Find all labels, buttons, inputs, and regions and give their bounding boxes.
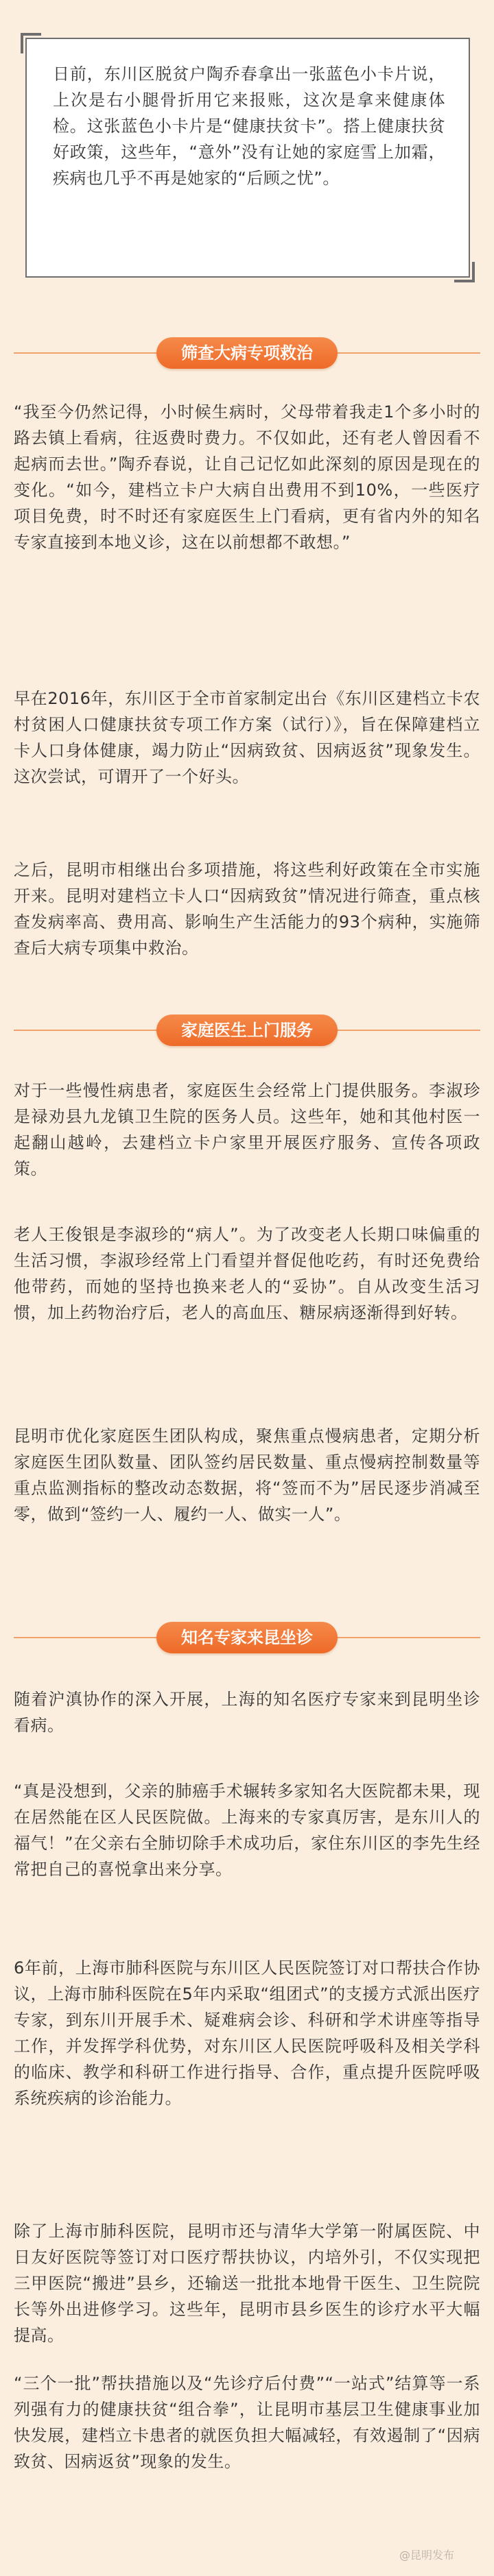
lead-corner-decoration-bottom: [454, 262, 475, 282]
paragraph: 除了上海市肺科医院，昆明市还与清华大学第一附属医院、中日友好医院等签订对口医疗帮扶协议，内培外引，不仅实现把三甲医院“搬进”县乡，还输送一批批本地骨干医生、卫生院院长等外出进修学习。这些年，昆明市县乡医生的诊疗水平大幅提高。: [14, 2222, 480, 2345]
section-title-pill: 知名专家来昆坐诊: [156, 1622, 338, 1653]
section-header-family-doctor: [0, 999, 494, 1061]
paragraph: 对于一些慢性病患者，家庭医生会经常上门提供服务。李淑珍是禄劝县九龙镇卫生院的医务人员。这些年，她和其他村医一起翻山越岭，去建档立卡户家里开展医疗服务、宣传各项政策。: [14, 1081, 480, 1178]
source-watermark: @昆明发布: [399, 2549, 454, 2562]
section-header-screening: [0, 322, 494, 384]
lead-summary-box: [25, 38, 470, 278]
section-header-experts: [0, 1607, 494, 1668]
paragraph: “我至今仍然记得，小时候生病时，父母带着我走1个多小时的路去镇上看病，往返费时费力。不仅如此，还有老人曾因看不起病而去世。”陶乔春说，让自己记忆如此深刻的原因是现在的变化。“如今，建档立卡户大病自出费用不到10%，一些医疗项目免费，时不时还有家庭医生上门看病，更有省内外的知名专家直接到本地义诊，这在以前想都不敢想。”: [14, 402, 480, 552]
paragraph: 6年前，上海市肺科医院与东川区人民医院签订对口帮扶合作协议，上海市肺科医院在5年内采取“组团式”的支援方式派出医疗专家，到东川开展手术、疑难病会诊、科研和学术讲座等指导工作，并发挥学科优势，对东川区人民医院呼吸科及相关学科的临床、教学和科研工作进行指导、合作，重点提升医院呼吸系统疾病的诊治能力。: [14, 1958, 480, 2108]
paragraph: 早在2016年，东川区于全市首家制定出台《东川区建档立卡农村贫困人口健康扶贫专项工作方案（试行）》，旨在保障建档立卡人口身体健康，竭力防止“因病致贫、因病返贫”现象发生。这次尝试，可谓开了一个好头。: [14, 689, 480, 786]
paragraph: “三个一批”帮扶措施以及“先诊疗后付费”“一站式”结算等一系列强有力的健康扶贫“组合拳”，让昆明市基层卫生健康事业加快发展，建档立卡患者的就医负担大幅减轻，有效遏制了“因病致贫、因病返贫”现象的发生。: [14, 2374, 480, 2471]
paragraph: 之后，昆明市相继出台多项措施，将这些利好政策在全市实施开来。昆明对建档立卡人口“因病致贫”情况进行筛查，重点核查发病率高、费用高、影响生产生活能力的93个病种，实施筛查后大病专项集中救治。: [14, 860, 480, 958]
lead-text: 日前，东川区脱贫户陶乔春拿出一张蓝色小卡片说，上次是右小腿骨折用它来报账，这次是拿来健康体检。这张蓝色小卡片是“健康扶贫卡”。搭上健康扶贫好政策，这些年，“意外”没有让她的家庭雪上加霜，疾病也几乎不再是她家的“后顾之忧”。: [53, 64, 445, 188]
paragraph: 昆明市优化家庭医生团队构成，聚焦重点慢病患者，定期分析家庭医生团队数量、团队签约居民数量、重点慢病控制数量等重点监测指标的整改动态数据，将“签而不为”居民逐步消减至零，做到“签约一人、履约一人、做实一人”。: [14, 1426, 480, 1524]
paragraph: 随着沪滇协作的深入开展，上海的知名医疗专家来到昆明坐诊看病。: [14, 1690, 480, 1735]
section-title-pill: 家庭医生上门服务: [156, 1014, 338, 1046]
section-title-pill: 筛查大病专项救治: [156, 337, 338, 369]
paragraph: “真是没想到，父亲的肺癌手术辗转多家知名大医院都未果，现在居然能在区人民医院做。上海来的专家真厉害，是东川人的福气！”在父亲右全肺切除手术成功后，家住东川区的李先生经常把自己的喜悦拿出来分享。: [14, 1782, 480, 1879]
paragraph: 老人王俊银是李淑珍的“病人”。为了改变老人长期口味偏重的生活习惯，李淑珍经常上门看望并督促他吃药，有时还免费给他带药，而她的坚持也换来老人的“妥协”。自从改变生活习惯，加上药物治疗后，老人的高血压、糖尿病逐渐得到好转。: [14, 1225, 480, 1322]
